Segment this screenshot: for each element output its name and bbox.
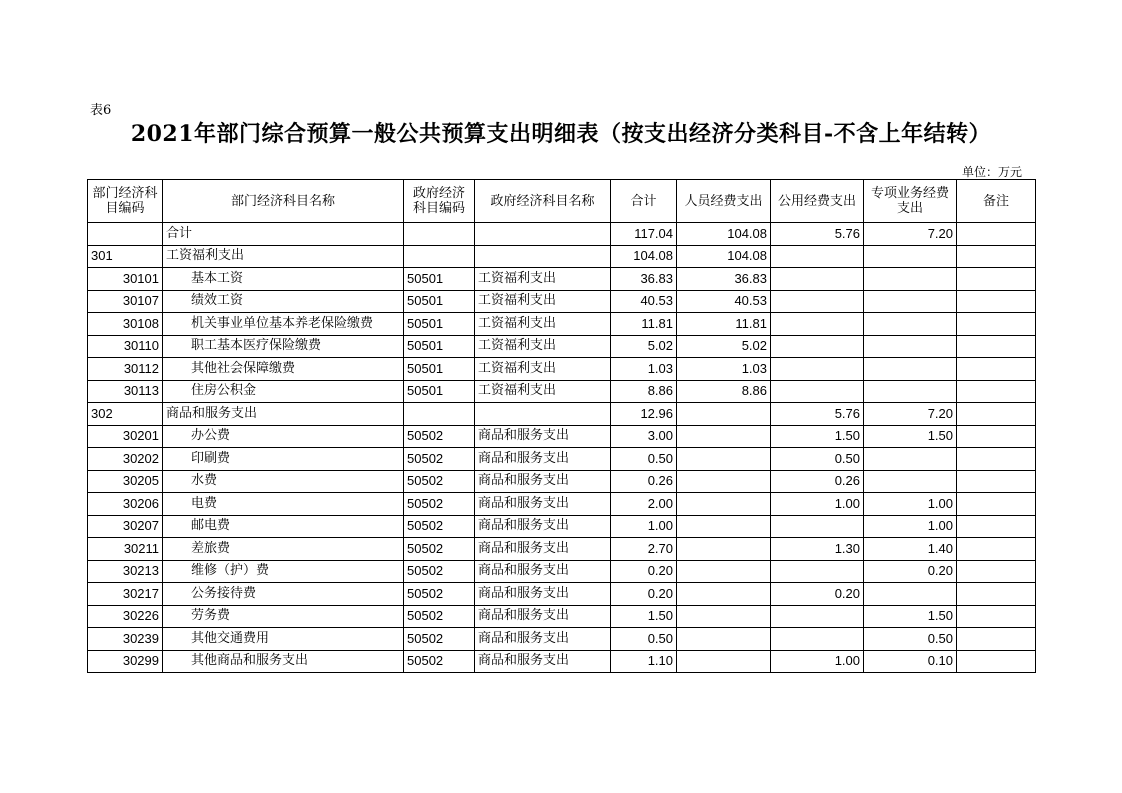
cell-public — [771, 290, 864, 313]
cell-special — [864, 290, 957, 313]
cell-gname — [475, 223, 611, 246]
cell-personnel: 1.03 — [677, 358, 771, 381]
cell-name: 差旅费 — [163, 538, 404, 561]
cell-note — [957, 268, 1036, 291]
cell-note — [957, 628, 1036, 651]
cell-total: 0.20 — [611, 560, 677, 583]
cell-name: 商品和服务支出 — [163, 403, 404, 426]
col-header-gov-name: 政府经济科目名称 — [475, 180, 611, 223]
cell-note — [957, 313, 1036, 336]
cell-total: 1.03 — [611, 358, 677, 381]
cell-personnel — [677, 628, 771, 651]
cell-gcode: 50502 — [404, 448, 475, 471]
cell-total: 104.08 — [611, 245, 677, 268]
cell-special: 1.00 — [864, 515, 957, 538]
cell-total: 12.96 — [611, 403, 677, 426]
cell-name: 工资福利支出 — [163, 245, 404, 268]
table-row — [88, 628, 1036, 651]
cell-gname: 商品和服务支出 — [475, 560, 611, 583]
cell-special — [864, 358, 957, 381]
cell-public — [771, 628, 864, 651]
cell-public: 1.30 — [771, 538, 864, 561]
cell-name: 维修（护）费 — [163, 560, 404, 583]
cell-code: 30108 — [88, 313, 163, 336]
cell-name: 办公费 — [163, 425, 404, 448]
cell-code: 30226 — [88, 605, 163, 628]
cell-gname: 商品和服务支出 — [475, 425, 611, 448]
cell-personnel: 5.02 — [677, 335, 771, 358]
cell-note — [957, 380, 1036, 403]
cell-gname: 商品和服务支出 — [475, 538, 611, 561]
cell-name: 住房公积金 — [163, 380, 404, 403]
col-header-total: 合计 — [611, 180, 677, 223]
cell-code: 30211 — [88, 538, 163, 561]
cell-total: 0.50 — [611, 628, 677, 651]
cell-name: 印刷费 — [163, 448, 404, 471]
cell-special: 7.20 — [864, 403, 957, 426]
cell-special — [864, 380, 957, 403]
cell-gname: 商品和服务支出 — [475, 650, 611, 673]
table-row — [88, 313, 1036, 336]
cell-gcode: 50502 — [404, 515, 475, 538]
cell-public — [771, 380, 864, 403]
cell-total: 0.20 — [611, 583, 677, 606]
cell-note — [957, 470, 1036, 493]
cell-personnel — [677, 605, 771, 628]
cell-note — [957, 493, 1036, 516]
cell-gname — [475, 245, 611, 268]
cell-name: 其他商品和服务支出 — [163, 650, 404, 673]
cell-code: 30101 — [88, 268, 163, 291]
cell-name: 电费 — [163, 493, 404, 516]
cell-name: 水费 — [163, 470, 404, 493]
cell-special: 0.20 — [864, 560, 957, 583]
cell-special: 1.50 — [864, 425, 957, 448]
cell-public — [771, 313, 864, 336]
cell-public — [771, 268, 864, 291]
cell-public: 1.00 — [771, 493, 864, 516]
cell-gcode: 50502 — [404, 560, 475, 583]
cell-code: 30201 — [88, 425, 163, 448]
cell-gname: 工资福利支出 — [475, 290, 611, 313]
table-tag: 表6 — [90, 103, 112, 118]
col-header-public: 公用经费支出 — [771, 180, 864, 223]
col-header-special: 专项业务经费支出 — [864, 180, 957, 223]
cell-gcode: 50502 — [404, 493, 475, 516]
table-row — [88, 470, 1036, 493]
cell-personnel — [677, 470, 771, 493]
col-header-personnel: 人员经费支出 — [677, 180, 771, 223]
cell-gname: 商品和服务支出 — [475, 628, 611, 651]
cell-code: 30239 — [88, 628, 163, 651]
cell-gcode: 50502 — [404, 628, 475, 651]
table-row — [88, 515, 1036, 538]
table-row — [88, 650, 1036, 673]
cell-note — [957, 560, 1036, 583]
cell-total: 1.10 — [611, 650, 677, 673]
cell-public — [771, 358, 864, 381]
cell-name: 职工基本医疗保险缴费 — [163, 335, 404, 358]
cell-total: 117.04 — [611, 223, 677, 246]
cell-personnel — [677, 583, 771, 606]
cell-total: 40.53 — [611, 290, 677, 313]
cell-code: 30113 — [88, 380, 163, 403]
cell-gcode: 50501 — [404, 290, 475, 313]
cell-name: 基本工资 — [163, 268, 404, 291]
cell-special: 0.10 — [864, 650, 957, 673]
cell-public — [771, 515, 864, 538]
cell-public — [771, 245, 864, 268]
cell-total: 2.70 — [611, 538, 677, 561]
table-row — [88, 560, 1036, 583]
cell-name: 合计 — [163, 223, 404, 246]
cell-note — [957, 358, 1036, 381]
cell-note — [957, 335, 1036, 358]
cell-gcode: 50501 — [404, 358, 475, 381]
table-header-row — [88, 180, 1036, 223]
cell-code: 301 — [88, 245, 163, 268]
cell-personnel — [677, 403, 771, 426]
cell-personnel: 36.83 — [677, 268, 771, 291]
table-body — [88, 223, 1036, 673]
cell-gname: 商品和服务支出 — [475, 605, 611, 628]
cell-gname: 工资福利支出 — [475, 313, 611, 336]
cell-public: 5.76 — [771, 223, 864, 246]
cell-gcode — [404, 223, 475, 246]
table-row — [88, 403, 1036, 426]
cell-total: 5.02 — [611, 335, 677, 358]
cell-gname: 工资福利支出 — [475, 358, 611, 381]
cell-personnel — [677, 425, 771, 448]
cell-note — [957, 425, 1036, 448]
cell-code: 30206 — [88, 493, 163, 516]
cell-gcode: 50502 — [404, 650, 475, 673]
cell-code: 30207 — [88, 515, 163, 538]
cell-note — [957, 515, 1036, 538]
cell-note — [957, 650, 1036, 673]
cell-public: 0.50 — [771, 448, 864, 471]
table-row — [88, 358, 1036, 381]
cell-gcode — [404, 403, 475, 426]
table-row — [88, 425, 1036, 448]
cell-gcode: 50501 — [404, 268, 475, 291]
cell-name: 绩效工资 — [163, 290, 404, 313]
cell-special: 1.50 — [864, 605, 957, 628]
cell-note — [957, 223, 1036, 246]
col-header-gov-code: 政府经济科目编码 — [404, 180, 475, 223]
cell-special — [864, 268, 957, 291]
table-row — [88, 245, 1036, 268]
cell-note — [957, 290, 1036, 313]
cell-public: 1.00 — [771, 650, 864, 673]
cell-public: 1.50 — [771, 425, 864, 448]
cell-note — [957, 245, 1036, 268]
cell-gname: 商品和服务支出 — [475, 493, 611, 516]
cell-gname: 商品和服务支出 — [475, 470, 611, 493]
cell-personnel — [677, 650, 771, 673]
cell-public — [771, 560, 864, 583]
cell-total: 36.83 — [611, 268, 677, 291]
cell-gname: 工资福利支出 — [475, 335, 611, 358]
cell-gcode: 50502 — [404, 470, 475, 493]
cell-code — [88, 223, 163, 246]
cell-code: 30107 — [88, 290, 163, 313]
col-header-note: 备注 — [957, 180, 1036, 223]
cell-special — [864, 335, 957, 358]
cell-gcode — [404, 245, 475, 268]
cell-name: 公务接待费 — [163, 583, 404, 606]
cell-personnel: 104.08 — [677, 245, 771, 268]
cell-note — [957, 538, 1036, 561]
cell-total: 8.86 — [611, 380, 677, 403]
cell-personnel — [677, 493, 771, 516]
table-row — [88, 380, 1036, 403]
unit-label: 单位：万元 — [962, 165, 1023, 179]
cell-name: 其他交通费用 — [163, 628, 404, 651]
table-row — [88, 223, 1036, 246]
cell-special — [864, 313, 957, 336]
col-header-dept-name: 部门经济科目名称 — [163, 180, 404, 223]
cell-special: 7.20 — [864, 223, 957, 246]
cell-gname: 工资福利支出 — [475, 268, 611, 291]
table-row — [88, 268, 1036, 291]
cell-gcode: 50501 — [404, 380, 475, 403]
cell-note — [957, 583, 1036, 606]
cell-code: 302 — [88, 403, 163, 426]
cell-public — [771, 605, 864, 628]
cell-special: 1.40 — [864, 538, 957, 561]
cell-code: 30110 — [88, 335, 163, 358]
cell-total: 1.50 — [611, 605, 677, 628]
cell-total: 2.00 — [611, 493, 677, 516]
cell-personnel — [677, 448, 771, 471]
cell-gcode: 50501 — [404, 313, 475, 336]
cell-special: 1.00 — [864, 493, 957, 516]
cell-gname: 工资福利支出 — [475, 380, 611, 403]
cell-public: 0.20 — [771, 583, 864, 606]
cell-personnel — [677, 515, 771, 538]
cell-name: 其他社会保障缴费 — [163, 358, 404, 381]
cell-gname: 商品和服务支出 — [475, 448, 611, 471]
table-row — [88, 538, 1036, 561]
cell-code: 30213 — [88, 560, 163, 583]
cell-name: 机关事业单位基本养老保险缴费 — [163, 313, 404, 336]
col-header-dept-code: 部门经济科目编码 — [88, 180, 163, 223]
cell-public: 0.26 — [771, 470, 864, 493]
cell-special — [864, 245, 957, 268]
cell-gname: 商品和服务支出 — [475, 583, 611, 606]
cell-total: 0.50 — [611, 448, 677, 471]
cell-name: 劳务费 — [163, 605, 404, 628]
cell-personnel: 8.86 — [677, 380, 771, 403]
table-row — [88, 583, 1036, 606]
cell-personnel — [677, 560, 771, 583]
cell-public: 5.76 — [771, 403, 864, 426]
cell-note — [957, 448, 1036, 471]
cell-special — [864, 583, 957, 606]
cell-personnel: 40.53 — [677, 290, 771, 313]
table-row — [88, 290, 1036, 313]
table-row — [88, 335, 1036, 358]
page-title: 2021年部门综合预算一般公共预算支出明细表（按支出经济分类科目-不含上年结转） — [130, 121, 992, 147]
cell-code: 30217 — [88, 583, 163, 606]
cell-note — [957, 605, 1036, 628]
cell-special — [864, 470, 957, 493]
cell-total: 11.81 — [611, 313, 677, 336]
cell-note — [957, 403, 1036, 426]
cell-total: 3.00 — [611, 425, 677, 448]
cell-gcode: 50502 — [404, 605, 475, 628]
cell-gname: 商品和服务支出 — [475, 515, 611, 538]
cell-code: 30202 — [88, 448, 163, 471]
cell-personnel: 11.81 — [677, 313, 771, 336]
cell-gcode: 50502 — [404, 583, 475, 606]
cell-gname — [475, 403, 611, 426]
budget-table — [87, 179, 1036, 673]
cell-special: 0.50 — [864, 628, 957, 651]
table-row — [88, 493, 1036, 516]
cell-public — [771, 335, 864, 358]
cell-code: 30299 — [88, 650, 163, 673]
cell-code: 30112 — [88, 358, 163, 381]
cell-name: 邮电费 — [163, 515, 404, 538]
cell-special — [864, 448, 957, 471]
cell-personnel: 104.08 — [677, 223, 771, 246]
table-row — [88, 448, 1036, 471]
cell-total: 0.26 — [611, 470, 677, 493]
table-row — [88, 605, 1036, 628]
cell-personnel — [677, 538, 771, 561]
cell-gcode: 50501 — [404, 335, 475, 358]
cell-gcode: 50502 — [404, 425, 475, 448]
cell-total: 1.00 — [611, 515, 677, 538]
cell-gcode: 50502 — [404, 538, 475, 561]
cell-code: 30205 — [88, 470, 163, 493]
